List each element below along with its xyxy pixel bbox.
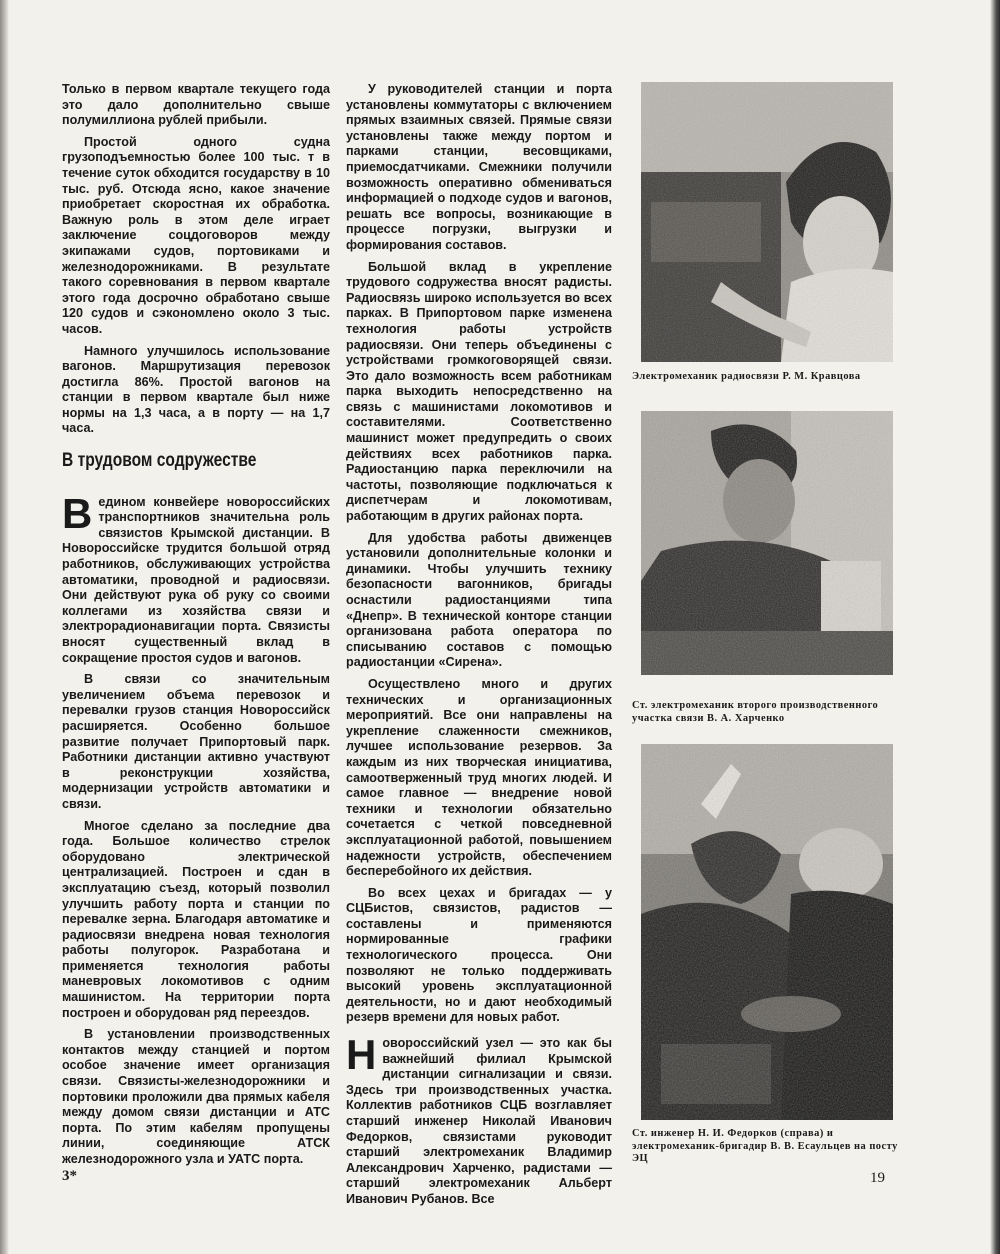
photo-senior-electromechanic xyxy=(641,411,893,675)
drop-cap: В xyxy=(62,489,93,537)
paragraph: Только в первом квартале текущего года это дало дополнительно свыше полумиллиона рублей прибыли. xyxy=(62,82,330,128)
photo-caption: Ст. электромеханик второго производственного участка связи В. А. Харченко xyxy=(632,700,879,724)
section-heading: В трудовом содружестве xyxy=(62,450,257,472)
paragraph: Осуществлено много и других технических и организационных мероприятий. Все они направлены на укрепление слаженности смежников, лучшее использование резервов. За каждым из них творческая инициатива, самоотверженный труд многих людей. И самое главное — внедрение новой техники и технологии обязательно сочетается с четкой повседневной эксплуатационной работой, повышением надежности устройств, обеспечением бесперебойного их действия. xyxy=(346,676,612,879)
photo-caption: Электромеханик радиосвязи Р. М. Кравцова xyxy=(632,371,861,382)
text-column-1 xyxy=(62,82,330,1174)
paragraph: В установлении производственных контактов между станцией и портом особое значение имеет организация связи. Связисты-железнодорожники и портовики проложили два прямых кабеля между домом связи дистанции и АТС порта. По этим кабелям пропущены линии, соединяющие АТСК железнодорожного узла и УАТС порта. xyxy=(62,1027,330,1166)
paragraph: В связи со значительным увеличением объема перевозок и перевалки грузов станция Новороссийск расширяется. Особенно большое развитие получает Припортовый парк. Работники дистанции активно участвуют в реконструкции хозяйства, модернизации устройств автоматики и связи. xyxy=(62,672,330,811)
paragraph-dropcap xyxy=(346,1031,612,1208)
paragraph: Простой одного судна грузоподъемностью более 100 тыс. т в течение суток обходится государству в 10 тыс. руб. Отсюда ясно, какое значение приобретает скоростная их обработка. Важную роль в этом деле играет заключение соцдоговоров между экипажами судов, портовиками и железнодорожниками. В результате такого соревнования в первом квартале этого года досрочно обработано свыше 120 судов и сэкономлено около 3 тыс. часов. xyxy=(62,134,330,336)
page-left-edge xyxy=(0,0,9,1254)
photo-radio-electromechanic xyxy=(641,82,893,362)
paragraph: У руководителей станции и порта установлены коммутаторы с включением прямых взаимных связей. Прямые связи установлены также между портом и парками станции, весовщиками, приемосдатчиками. Смежники получили возможность оперативно обмениваться информацией о подходе судов и вагонов, решать все вопросы, возникающие в процессе погрузки, выгрузки и формирования составов. xyxy=(346,82,612,252)
paragraph: Большой вклад в укрепление трудового содружества вносят радисты. Радиосвязь широко используется во всех парках. В Припортовом парке изменена технология работы устройств радиосвязи. Они теперь объединены с устройствами громкоговорящей связи. Это дало возможность всем работникам парка выходить непосредственно на связь с машинистами локомотивов и составителями. Соответственно машинист может предупредить о своих действиях всех работников парка. Радиостанцию парка переключили на частоты, позволяющие подключаться к диспетчерам и локомотивам, работающим в других районах порта. xyxy=(346,259,612,524)
page-right-edge xyxy=(990,0,1000,1254)
text-column-2 xyxy=(346,82,612,1214)
photo-caption: Ст. инженер Н. И. Федорков (справа) и электромеханик-бригадир В. В. Есаульцев на посту ЭЦ xyxy=(632,1128,898,1164)
paragraph-text: овороссийский узел — это как бы важнейший филиал Крымской дистанции сигнализации и связи. Здесь три производственных участка. Коллектив работников СЦБ возглавляет старший инженер Николай Иванович Федорков, связистами руководит старший электромеханик Владимир Александрович Харченко, радистами — старший электромеханик Альберт Иванович Рубанов. Все xyxy=(346,1036,612,1206)
paragraph: Во всех цехах и бригадах — у СЦБистов, связистов, радистов — составлены и применяются нормированные графики технологического процесса. Они позволяют не только поддерживать высокий уровень эксплуатационной деятельности, но и дают необходимый резерв времени для новых работ. xyxy=(346,885,612,1025)
drop-cap: Н xyxy=(346,1031,377,1079)
signature-mark: 3* xyxy=(62,1168,77,1184)
paragraph: Для удобства работы движенцев установили дополнительные колонки и динамики. Чтобы улучшить технику безопасности вагонников, бригады оснастили радиостанциями типа «Днепр». В технической конторе станции организована работа оператора по списыванию составов с помощью радиостанции «Сирена». xyxy=(346,530,612,670)
paragraph-dropcap xyxy=(62,489,330,667)
paragraph-text: едином конвейере новороссийских транспортников значительна роль связистов Крымской дистанции. В Новороссийске трудится большой отряд работников, обслуживающих устройства автоматики, проводной и радиосвязи. Они действуют рука об руку со своими коллегами из хозяйства связи и электрорадионавигации порта. Связисты вносят существенный вклад в сокращение простоя судов и вагонов. xyxy=(62,494,330,665)
page-number: 19 xyxy=(870,1170,885,1186)
paragraph: Намного улучшилось использование вагонов. Маршрутизация перевозок достигла 86%. Простой вагонов на станции в первом квартале был ниже нормы на 1,3 часа, а в порту — на 1,7 часа. xyxy=(62,343,330,436)
photo-engineer-and-foreman xyxy=(641,744,893,1120)
paragraph: Многое сделано за последние два года. Большое количество стрелок оборудовано электрической централизацией. Построен и сдан в эксплуатацию съезд, который позволил улучшить работу порта и станции по перевалке зерна. Благодаря автоматике и радиосвязи внедрена новая технология работы полугорок. Разработана и применяется технология работы маневровых локомотивов с одним машинистом. На территории порта построен и оборудован ряд переездов. xyxy=(62,818,330,1020)
